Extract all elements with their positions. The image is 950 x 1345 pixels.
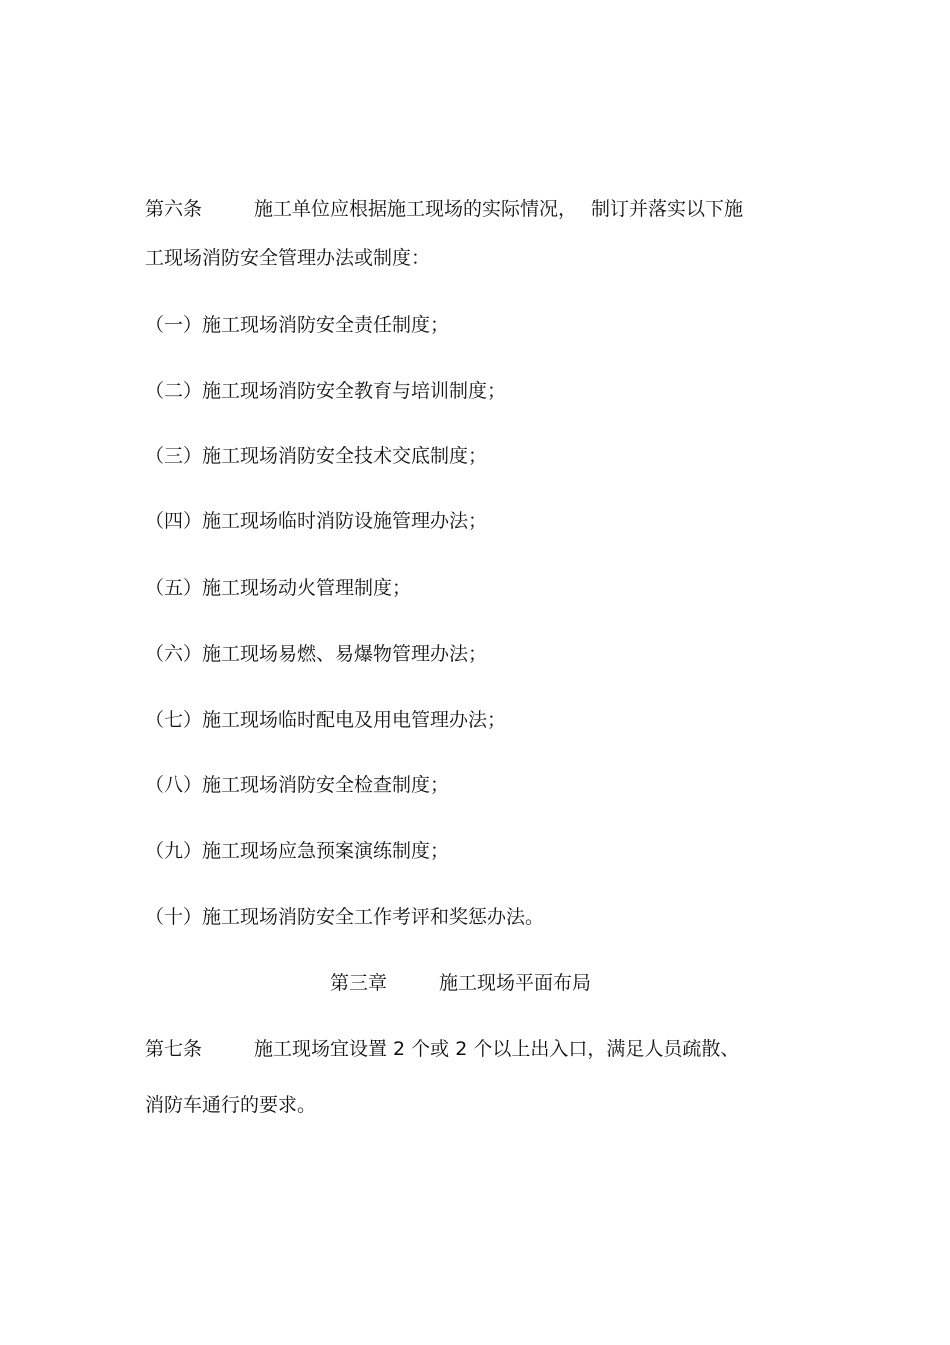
article-6-number: 第六条 bbox=[145, 198, 203, 220]
chapter-heading bbox=[330, 971, 591, 995]
article-7-number: 第七条 bbox=[145, 1038, 203, 1060]
article-6-second-line: 工现场消防安全管理办法或制度： bbox=[145, 247, 431, 269]
list-item: （三）施工现场消防安全技术交底制度； bbox=[145, 445, 488, 467]
article-6-first-line bbox=[145, 197, 743, 221]
article-7-second-line: 消防车通行的要求。 bbox=[145, 1094, 317, 1116]
article-6-text-part1: 施工单位应根据施工现场的实际情况， bbox=[254, 198, 578, 220]
list-item: （四）施工现场临时消防设施管理办法； bbox=[145, 510, 488, 532]
chapter-title: 施工现场平面布局 bbox=[439, 972, 592, 994]
list-item: （七）施工现场临时配电及用电管理办法； bbox=[145, 709, 507, 731]
list-item: （五）施工现场动火管理制度； bbox=[145, 577, 412, 599]
article-6-text-part2: 制订并落实以下施 bbox=[591, 198, 744, 220]
article-7-first-line bbox=[145, 1037, 739, 1061]
list-item: （六）施工现场易燃、易爆物管理办法； bbox=[145, 643, 488, 665]
list-item: （二）施工现场消防安全教育与培训制度； bbox=[145, 380, 507, 402]
list-item: （九）施工现场应急预案演练制度； bbox=[145, 840, 450, 862]
article-7-text-line1: 施工现场宜设置 2 个或 2 个以上出入口，满足人员疏散、 bbox=[254, 1038, 740, 1060]
list-item: （十）施工现场消防安全工作考评和奖惩办法。 bbox=[145, 906, 545, 928]
chapter-number: 第三章 bbox=[330, 972, 388, 994]
list-item: （八）施工现场消防安全检查制度； bbox=[145, 774, 450, 796]
list-item: （一）施工现场消防安全责任制度； bbox=[145, 314, 450, 336]
